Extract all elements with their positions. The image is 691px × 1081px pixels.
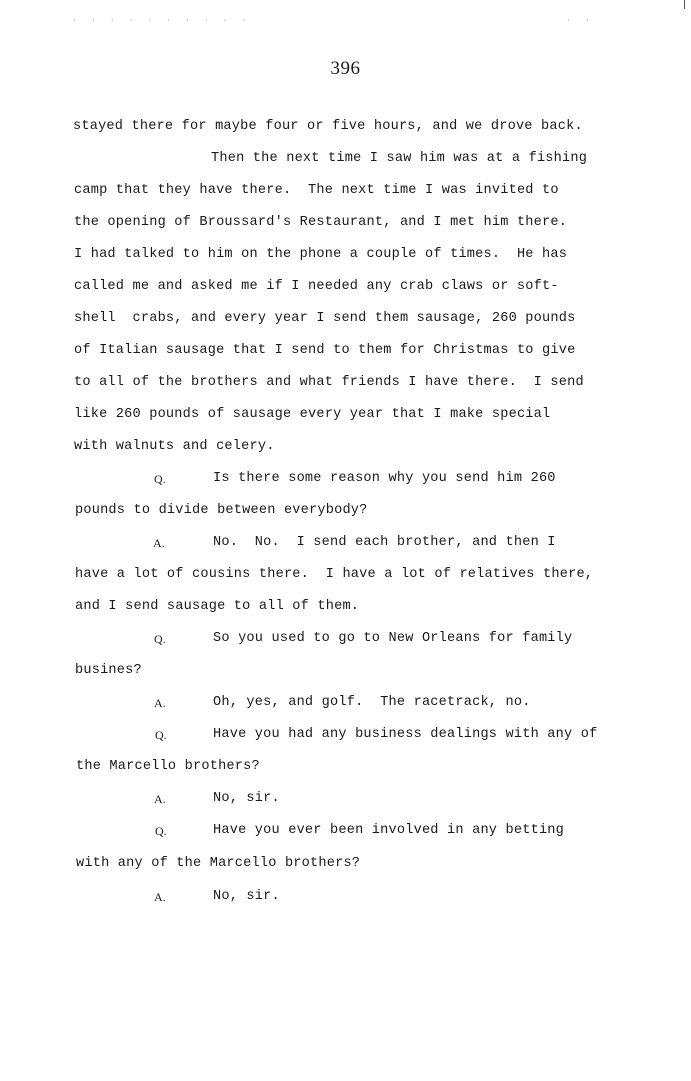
question-text: busines?: [75, 663, 142, 678]
question-text: Is there some reason why you send him 260: [213, 471, 556, 486]
question-text: So you used to go to New Orleans for family: [213, 631, 573, 646]
question-text: pounds to divide between everybody?: [75, 503, 368, 518]
question-label: Q.: [155, 824, 167, 838]
transcript-line: to all of the brothers and what friends I have there. I send: [74, 375, 584, 390]
transcript-line: of Italian sausage that I send to them for Christmas to give: [74, 343, 576, 358]
question-text: Have you ever been involved in any betting: [213, 823, 565, 838]
transcript-line: the opening of Broussard's Restaurant, and I met him there.: [74, 215, 568, 230]
answer-text: No, sir.: [213, 791, 280, 806]
transcript-line: stayed there for maybe four or five hours, and we drove back.: [73, 119, 583, 134]
header-scan-marks-left: . . . . . . . . . .: [72, 14, 251, 24]
transcript-line: called me and asked me if I needed any crab claws or soft-: [74, 279, 559, 294]
transcript-line: I had talked to him on the phone a couple of times. He has: [74, 247, 568, 262]
answer-label: A.: [154, 792, 166, 806]
page-edge-mark: [684, 0, 685, 9]
question-label: Q.: [154, 632, 166, 646]
answer-text: and I send sausage to all of them.: [75, 599, 360, 614]
transcript-line: shell crabs, and every year I send them sausage, 260 pounds: [74, 311, 576, 326]
question-text: the Marcello brothers?: [76, 759, 260, 774]
transcript-line: with walnuts and celery.: [74, 439, 275, 454]
transcript-line: Then the next time I saw him was at a fishing: [211, 151, 588, 166]
question-label: Q.: [155, 728, 167, 742]
transcript-line: camp that they have there. The next time I was invited to: [74, 183, 559, 198]
answer-text: have a lot of cousins there. I have a lot of relatives there,: [75, 567, 594, 582]
answer-text: Oh, yes, and golf. The racetrack, no.: [213, 695, 531, 710]
question-text: Have you had any business dealings with any of: [213, 727, 598, 742]
answer-label: A.: [153, 536, 165, 550]
header-scan-marks-right: . .: [566, 14, 595, 24]
question-text: with any of the Marcello brothers?: [76, 856, 361, 871]
transcript-line: like 260 pounds of sausage every year that I make special: [74, 407, 551, 422]
answer-text: No, sir.: [213, 889, 280, 904]
answer-text: No. No. I send each brother, and then I: [213, 535, 556, 550]
answer-label: A.: [154, 890, 166, 904]
question-label: Q.: [154, 472, 166, 486]
answer-label: A.: [154, 696, 166, 710]
page-number: 396: [330, 58, 361, 79]
